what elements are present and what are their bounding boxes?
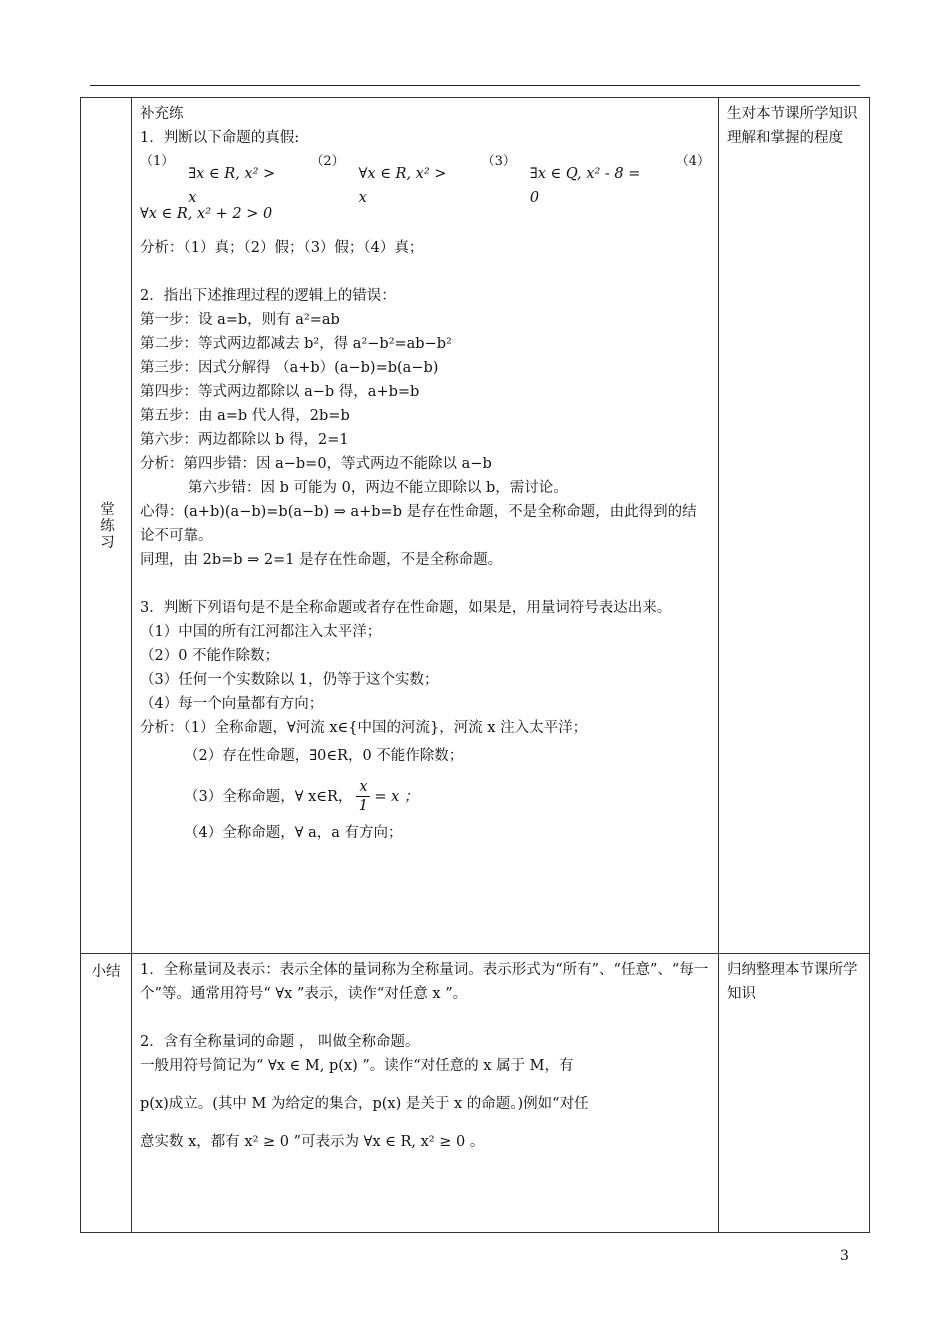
summary-side-label: 小结 xyxy=(91,964,121,980)
q2-same: 同理，由 2b=b ⇒ 2=1 是存在性命题，不是全称命题。 xyxy=(140,552,503,568)
q1-formula-2: ∀x ∈ R, x² > x xyxy=(358,166,447,206)
q3-item-2: （2）0 不能作除数； xyxy=(140,648,280,664)
header-rule xyxy=(90,85,860,86)
summary-side-cell xyxy=(81,954,132,1233)
q2-analysis-1: 分析：第四步错：因 a−b=0，等式两边不能除以 a−b xyxy=(140,456,492,472)
q2-insight: 心得：(a+b)(a−b)=b(a−b) ⇒ a+b=b 是存在性命题，不是全称命题，由此得到的结论不可靠。 xyxy=(140,504,697,544)
summary-p2-line3: 意实数 x，都有 x² ≥ 0 ”可表示为 ∀x ∈ R, x² ≥ 0 。 xyxy=(140,1134,485,1150)
step-1: 第一步：设 a=b，则有 a²=ab xyxy=(140,312,340,328)
summary-p2-line1: 一般用符号简记为“ ∀x ∈ M, p(x) ”。读作“对任意的 x 属于 M，有 xyxy=(140,1058,574,1074)
q1-num-2: （2） xyxy=(310,154,345,169)
summary-row xyxy=(81,954,870,1233)
q1-title: 1．判断以下命题的真假: xyxy=(140,130,300,146)
lesson-table xyxy=(80,97,870,1233)
q2-title: 2．指出下述推理过程的逻辑上的错误： xyxy=(140,288,396,304)
q3-analysis-3-end: = x ； xyxy=(374,788,419,805)
q3-item-1: （1）中国的所有江河都注入太平洋； xyxy=(140,624,382,640)
q3-item-4: （4）每一个向量都有方向； xyxy=(140,696,324,712)
practice-side-label: 堂练习 xyxy=(98,500,114,551)
q1-num-4: （4） xyxy=(675,154,711,169)
q1-formula-1: ∃x ∈ R, x² > x xyxy=(188,166,276,206)
q3-title: 3．判断下列语句是不是全称命题或者存在性命题，如果是，用量词符号表达出来。 xyxy=(140,600,672,616)
practice-side-cell xyxy=(81,98,132,954)
q3-analysis-3 xyxy=(140,778,710,815)
q3-analysis-4: （4）全称命题，∀ a，a 有方向； xyxy=(184,825,403,841)
fraction-numerator: x xyxy=(359,779,368,795)
fraction-x-over-1 xyxy=(356,778,370,815)
q3-item-3: （3）任何一个实数除以 1，仍等于这个实数； xyxy=(140,672,439,688)
step-3: 第三步：因式分解得 （a+b）(a−b)=b(a−b) xyxy=(140,360,439,376)
summary-goal-text: 归纳整理本节课所学知识 xyxy=(727,962,858,1002)
summary-content-cell xyxy=(132,954,719,1233)
practice-row xyxy=(81,98,870,954)
q1-formulas xyxy=(140,150,711,206)
q1-num-3: （3） xyxy=(481,154,516,169)
practice-heading: 补充练 xyxy=(140,106,184,122)
page-number: 3 xyxy=(840,1248,849,1264)
step-5: 第五步：由 a=b 代人得，2b=b xyxy=(140,408,350,424)
q1-formula-4: ∀x ∈ R, x² + 2 > 0 xyxy=(140,206,273,222)
step-6: 第六步：两边都除以 b 得，2=1 xyxy=(140,432,349,448)
q2-analysis-2: 第六步错：因 b 可能为 0，两边不能立即除以 b，需讨论。 xyxy=(188,480,568,496)
q1-answer: 分析：（1）真；（2）假；（3）假；（4）真； xyxy=(140,240,424,256)
practice-goal-cell xyxy=(719,98,870,954)
q1-num-1: （1） xyxy=(140,154,175,169)
summary-p1: 1．全称量词及表示：表示全体的量词称为全称量词。表示形式为“所有”、“任意”、“每一个”等。通常用符号“ ∀x ”表示，读作“对任意 x ”。 xyxy=(140,962,709,1002)
summary-goal-cell xyxy=(719,954,870,1233)
q1-formula-3: ∃x ∈ Q, x² - 8 = 0 xyxy=(529,166,641,206)
summary-p2-line2: p(x)成立。(其中 M 为给定的集合，p(x) 是关于 x 的命题。)例如“对任 xyxy=(140,1096,589,1112)
q3-analysis-3-text: （3）全称命题，∀ x∈R， xyxy=(184,788,353,805)
fraction-denominator: 1 xyxy=(358,798,369,814)
step-4: 第四步：等式两边都除以 a−b 得，a+b=b xyxy=(140,384,420,400)
summary-p2-title: 2．含有全称量词的命题 ， 叫做全称命题。 xyxy=(140,1034,420,1050)
practice-goal-text: 生对本节课所学知识理解和掌握的程度 xyxy=(727,106,858,146)
q3-analysis-1: 分析：（1）全称命题，∀河流 x∈{中国的河流}，河流 x 注入太平洋； xyxy=(140,720,588,736)
practice-content-cell xyxy=(132,98,719,954)
q3-analysis-2: （2）存在性命题，∃0∈R，0 不能作除数； xyxy=(184,748,464,764)
step-2: 第二步：等式两边都减去 b²，得 a²−b²=ab−b² xyxy=(140,336,452,352)
